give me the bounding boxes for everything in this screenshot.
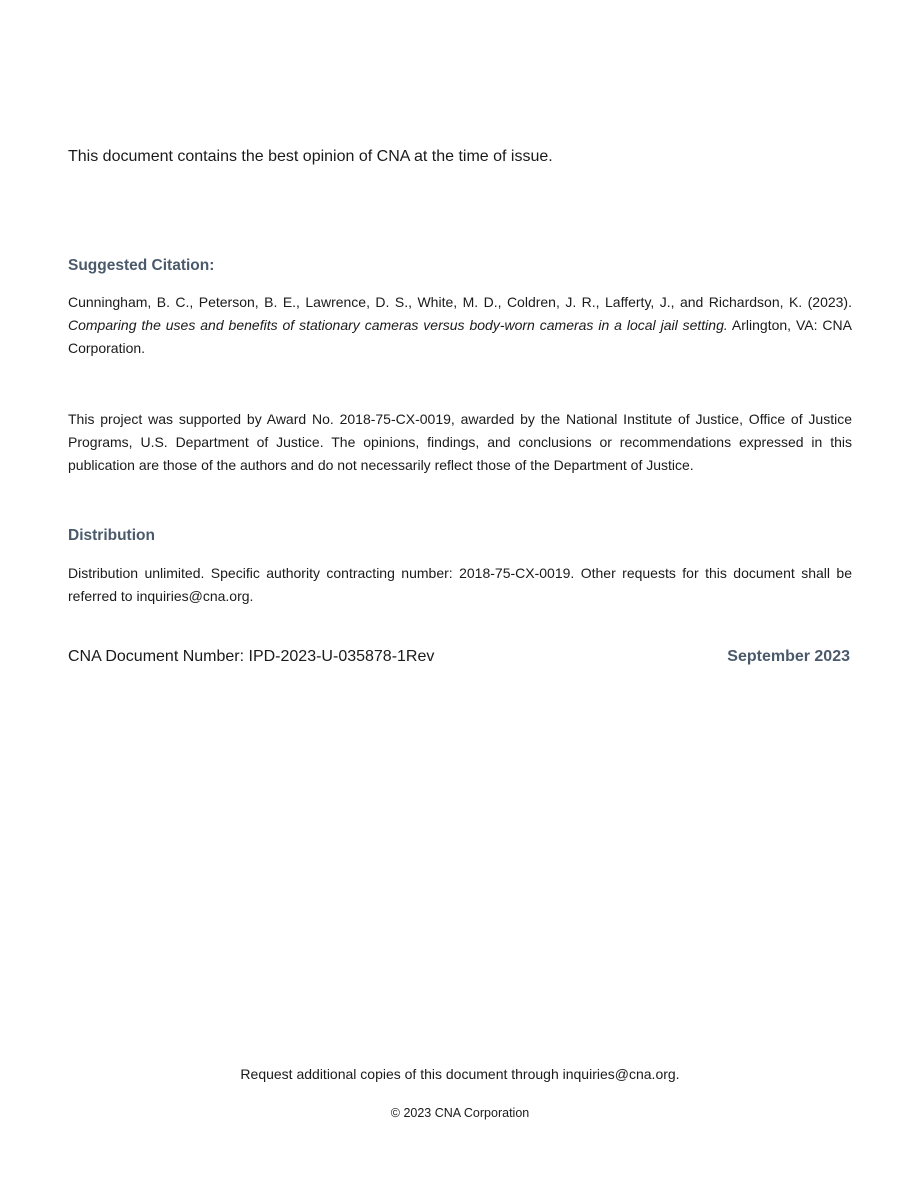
distribution-text: Distribution unlimited. Specific authority contracting number: 2018-75-CX-0019. Other requests for this document shall be referred to inquiries@cna.org. [68, 565, 852, 604]
document-date: September 2023 [727, 648, 850, 665]
citation-title: Comparing the uses and benefits of stationary cameras versus body-worn cameras in a local jail setting. [68, 317, 728, 333]
opinion-statement: This document contains the best opinion of CNA at the time of issue. [68, 148, 553, 165]
document-number: CNA Document Number: IPD-2023-U-035878-1Rev [68, 648, 435, 665]
citation-heading: Suggested Citation: [68, 257, 215, 274]
request-copies-note: Request additional copies of this document through inquiries@cna.org. [240, 1066, 680, 1082]
citation-authors: Cunningham, B. C., Peterson, B. E., Lawrence, D. S., White, M. D., Coldren, J. R., Lafferty, J., and Richardson, K. (2023). [68, 294, 852, 310]
document-info-row [68, 646, 852, 668]
citation-publisher: Arlington, VA: CNA Corporation. [68, 317, 852, 356]
copyright-notice: © 2023 CNA Corporation [390, 1106, 530, 1120]
citation-text [68, 291, 852, 360]
support-statement: This project was supported by Award No. 2018-75-CX-0019, awarded by the National Institute of Justice, Office of Justice Programs, U.S. Department of Justice. The opinions, findings, and conclusions or recommendations expressed in this publication are those of the authors and do not necessarily reflect those of the Department of Justice. [68, 411, 852, 473]
distribution-heading: Distribution [68, 527, 155, 544]
